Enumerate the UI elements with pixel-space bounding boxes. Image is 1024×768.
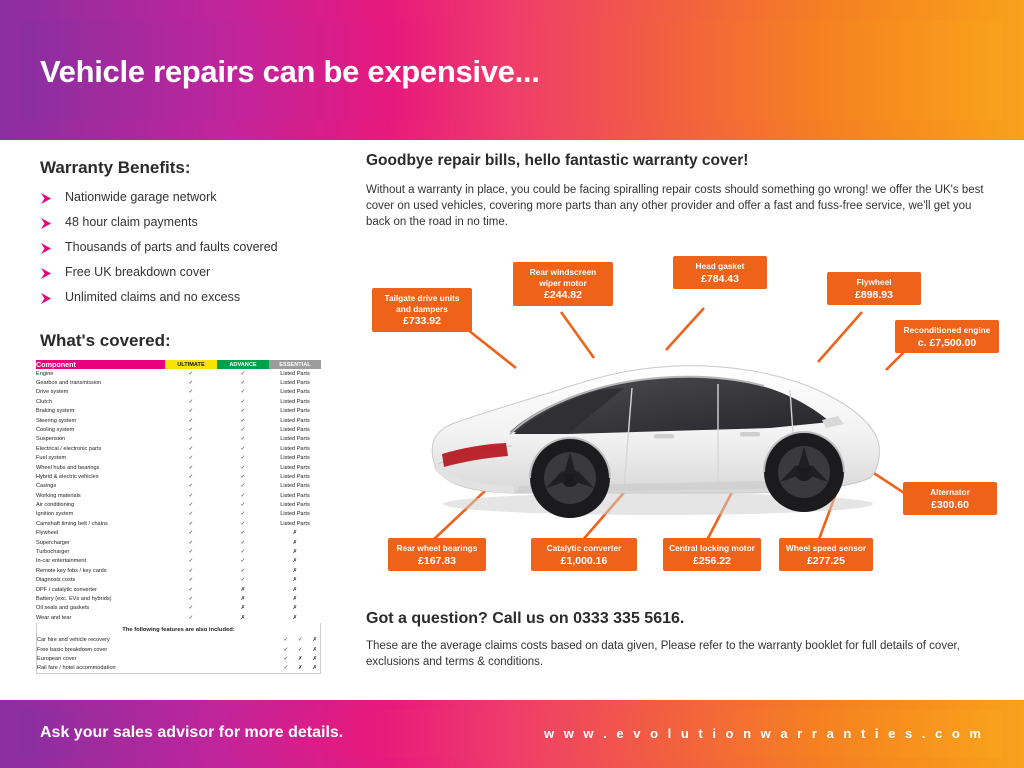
- table-row: [36, 397, 321, 406]
- cell-essential: ✗: [292, 558, 298, 565]
- benefit-item: [40, 215, 330, 230]
- cell-advance: ✗: [240, 605, 246, 612]
- cell-component: Suspension: [36, 436, 66, 443]
- cell-advance: ✓: [240, 370, 246, 377]
- callout-label: Catalytic converter: [546, 543, 622, 553]
- cell-ultimate: ✓: [188, 379, 194, 386]
- benefit-item: [40, 190, 330, 205]
- callout-price: c. £7,500.00: [917, 336, 977, 349]
- table-row: [36, 407, 321, 416]
- cell-ultimate: ✓: [188, 436, 194, 443]
- chevron-right-icon: [40, 267, 56, 280]
- cta-section: [366, 610, 986, 670]
- extras-box: [36, 623, 321, 675]
- cell-ultimate: ✓: [188, 614, 194, 621]
- chevron-right-icon: [40, 217, 56, 230]
- cell-advance: ✓: [240, 445, 246, 452]
- cell-advance: ✓: [298, 646, 303, 653]
- cell-essential: Listed Parts: [280, 417, 310, 424]
- cell-advance: ✓: [240, 577, 246, 584]
- callout-tailgate: [372, 288, 472, 332]
- cell-ultimate: ✓: [188, 595, 194, 602]
- cell-ultimate: ✓: [188, 426, 194, 433]
- cell-component: Braking system: [36, 408, 75, 415]
- cell-advance: ✓: [240, 502, 246, 509]
- cell-advance: ✗: [298, 655, 303, 662]
- footer-band: [0, 700, 1024, 768]
- table-row: [36, 454, 321, 463]
- cell-essential: Listed Parts: [280, 492, 310, 499]
- callout-label: Alternator: [930, 487, 970, 497]
- table-row: [36, 416, 321, 425]
- callout-label: Tailgate drive units and dampers: [384, 293, 460, 314]
- benefit-label: 48 hour claim payments: [65, 215, 198, 229]
- callout-rear-wheel-bearings: [388, 538, 486, 571]
- callout-price: £300.60: [931, 498, 969, 511]
- cell-essential: ✗: [312, 637, 318, 644]
- callout-label: Wheel speed sensor: [785, 543, 867, 553]
- cell-advance: ✓: [240, 389, 246, 396]
- cell-component: Turbocharger: [36, 549, 70, 556]
- table-row: [36, 491, 321, 500]
- cell-component: Air conditioning: [36, 502, 75, 509]
- cell-advance: ✓: [240, 539, 246, 546]
- cell-ultimate: ✓: [188, 577, 194, 584]
- callout-label: Head gasket: [695, 261, 745, 271]
- cell-component: Casings: [36, 483, 57, 490]
- cell-ultimate: ✓: [188, 370, 194, 377]
- cell-advance: ✗: [298, 665, 303, 672]
- cell-essential: Listed Parts: [280, 483, 310, 490]
- cell-ultimate: ✓: [188, 530, 194, 537]
- cell-ultimate: ✓: [188, 445, 194, 452]
- intro-paragraph: Without a warranty in place, you could be facing spiralling repair costs should something go wrong! we offer the UK's best cover on used vehicles, covering more parts than any other provider and offer a fast and fuss-free service, we'll get you back on the road in no time.: [366, 184, 984, 228]
- cell-ultimate: ✓: [188, 464, 194, 471]
- cell-component: Camshaft timing belt / chains: [36, 520, 108, 527]
- cell-essential: Listed Parts: [280, 408, 310, 415]
- callout-label: Rear wheel bearings: [396, 543, 478, 553]
- cell-ultimate: ✓: [283, 646, 289, 653]
- cell-ultimate: ✓: [188, 483, 194, 490]
- extras-heading: The following features are also included:: [122, 626, 235, 633]
- cell-ultimate: ✓: [188, 520, 194, 527]
- cell-ultimate: ✓: [188, 502, 194, 509]
- cell-component: European cover: [37, 655, 77, 662]
- callout-head-gasket: [673, 256, 767, 289]
- cell-ultimate: ✓: [188, 567, 194, 574]
- page-title: Vehicle repairs can be expensive...: [40, 54, 540, 89]
- cell-essential: Listed Parts: [280, 398, 310, 405]
- cell-advance: ✗: [240, 595, 246, 602]
- callout-label: Central locking motor: [669, 543, 755, 553]
- cell-component: In-car entertainment: [36, 558, 87, 565]
- callout-label: Flywheel: [856, 277, 892, 287]
- coverage-table: [36, 360, 321, 623]
- cell-component: Supercharger: [36, 539, 70, 546]
- cell-advance: ✓: [240, 530, 246, 537]
- coverage-table-wrap: [36, 360, 321, 674]
- cell-advance: ✓: [240, 567, 246, 574]
- cell-component: Engine: [36, 370, 54, 377]
- cell-advance: ✓: [240, 436, 246, 443]
- benefit-label: Nationwide garage network: [65, 190, 217, 204]
- callout-price: £244.82: [544, 289, 582, 301]
- table-row: [36, 594, 321, 603]
- cell-component: Fuel system: [36, 455, 67, 462]
- callout-wheel-speed-sensor: [779, 538, 873, 571]
- callout-flywheel: [827, 272, 921, 305]
- cell-essential: ✗: [292, 539, 298, 546]
- cell-ultimate: ✓: [188, 417, 194, 424]
- table-row: [36, 585, 321, 594]
- cell-component: DPF / catalytic converter: [36, 586, 97, 593]
- cell-advance: ✓: [240, 483, 246, 490]
- car-illustration: [418, 328, 888, 523]
- table-row: [36, 369, 321, 378]
- cell-ultimate: ✓: [283, 655, 289, 662]
- column-header-advance: ADVANCE: [217, 360, 269, 369]
- table-row: [36, 529, 321, 538]
- cell-essential: ✗: [312, 655, 318, 662]
- chevron-right-icon: [40, 192, 56, 205]
- cell-advance: ✓: [240, 455, 246, 462]
- cell-component: Drive system: [36, 389, 69, 396]
- table-row: [36, 435, 321, 444]
- cell-component: Oil seals and gaskets: [36, 605, 90, 612]
- cell-component: Gearbox and transmission: [36, 379, 102, 386]
- cell-essential: ✗: [292, 605, 298, 612]
- cell-essential: Listed Parts: [280, 464, 310, 471]
- cell-advance: ✓: [240, 408, 246, 415]
- extras-table: [37, 636, 322, 674]
- cell-essential: Listed Parts: [280, 511, 310, 518]
- cell-component: Flywheel: [36, 530, 59, 537]
- callout-price: £277.25: [807, 554, 845, 567]
- cell-essential: Listed Parts: [280, 436, 310, 443]
- table-row: [37, 664, 322, 673]
- table-row: [36, 538, 321, 547]
- table-row: [36, 557, 321, 566]
- cell-essential: Listed Parts: [280, 473, 310, 480]
- cell-advance: ✓: [240, 464, 246, 471]
- cell-component: Electrical / electronic parts: [36, 445, 102, 452]
- cell-essential: ✗: [292, 567, 298, 574]
- callout-price: £784.43: [701, 272, 739, 285]
- cell-component: Car hire and vehicle recovery: [37, 637, 110, 644]
- callout-price: £1,000.16: [560, 554, 608, 567]
- cell-component: Rail fare / hotel accommodation: [37, 665, 116, 672]
- cell-ultimate: ✓: [188, 492, 194, 499]
- cell-essential: ✗: [292, 595, 298, 602]
- table-row: [36, 510, 321, 519]
- cell-essential: ✗: [292, 614, 298, 621]
- table-row: [36, 519, 321, 528]
- callout-reconditioned-engine: [895, 320, 999, 353]
- column-header-component: Component: [36, 360, 165, 369]
- cell-advance: ✓: [240, 511, 246, 518]
- cell-ultimate: ✓: [188, 455, 194, 462]
- cell-component: Clutch: [36, 398, 52, 405]
- chevron-right-icon: [40, 242, 56, 255]
- table-header-row: [36, 360, 321, 369]
- cell-ultimate: ✓: [188, 389, 194, 396]
- cell-component: Working materials: [36, 492, 81, 499]
- cell-advance: ✓: [240, 549, 246, 556]
- column-header-essential: ESSENTIAL: [269, 360, 321, 369]
- callout-central-locking-motor: [663, 538, 761, 571]
- callout-price: £898.93: [855, 288, 893, 301]
- header-band: [0, 0, 1024, 140]
- cell-essential: Listed Parts: [280, 455, 310, 462]
- cell-component: Free basic breakdown cover: [37, 646, 108, 653]
- cell-advance: ✓: [298, 637, 303, 644]
- callout-alternator: [903, 482, 997, 515]
- benefit-label: Unlimited claims and no excess: [65, 290, 241, 304]
- cell-advance: ✓: [240, 473, 246, 480]
- table-row: [36, 444, 321, 453]
- table-row: [36, 604, 321, 613]
- benefit-label: Free UK breakdown cover: [65, 265, 211, 279]
- callout-label: Reconditioned engine: [903, 325, 991, 335]
- chevron-right-icon: [40, 292, 56, 305]
- table-row: [36, 425, 321, 434]
- table-row: [36, 463, 321, 472]
- cell-essential: Listed Parts: [280, 426, 310, 433]
- cell-essential: ✗: [312, 665, 318, 672]
- cell-ultimate: ✓: [188, 511, 194, 518]
- cell-advance: ✓: [240, 558, 246, 565]
- intro-heading: Goodbye repair bills, hello fantastic warranty cover!: [366, 152, 749, 169]
- cell-ultimate: ✓: [188, 549, 194, 556]
- cell-component: Steering system: [36, 417, 77, 424]
- cell-ultimate: ✓: [283, 637, 289, 644]
- cell-essential: ✗: [292, 530, 298, 537]
- cell-advance: ✓: [240, 417, 246, 424]
- cell-component: Cooling system: [36, 426, 75, 433]
- cell-ultimate: ✓: [188, 408, 194, 415]
- column-header-ultimate: ULTIMATE: [165, 360, 217, 369]
- benefit-label: Thousands of parts and faults covered: [65, 240, 278, 254]
- cell-essential: Listed Parts: [280, 389, 310, 396]
- callout-rear-wiper-motor: [513, 262, 613, 306]
- callout-catalytic-converter: [531, 538, 637, 571]
- table-row: [36, 576, 321, 585]
- table-row: [36, 566, 321, 575]
- cell-advance: ✗: [240, 614, 246, 621]
- footer-message: Ask your sales advisor for more details.: [40, 724, 344, 741]
- cell-advance: ✗: [240, 586, 246, 593]
- cell-advance: ✓: [240, 398, 246, 405]
- table-row: [37, 645, 322, 654]
- benefits-heading: Warranty Benefits:: [40, 158, 191, 177]
- car-diagram: [366, 250, 996, 600]
- cell-component: Hybrid & electric vehicles: [36, 473, 99, 480]
- table-row: [37, 654, 322, 663]
- cta-title: Got a question? Call us on 0333 335 5616.: [366, 610, 685, 627]
- table-row: [37, 636, 322, 645]
- cell-ultimate: ✓: [188, 586, 194, 593]
- cell-ultimate: ✓: [283, 665, 289, 672]
- callout-price: £733.92: [403, 315, 441, 327]
- benefit-item: [40, 240, 330, 255]
- table-row: [36, 500, 321, 509]
- callout-price: £256.22: [693, 554, 731, 567]
- cell-essential: ✗: [292, 549, 298, 556]
- cell-essential: ✗: [312, 646, 318, 653]
- cell-essential: ✗: [292, 586, 298, 593]
- coverage-heading: What's covered:: [40, 331, 171, 350]
- cell-component: Battery (exc. EVs and hybrids): [36, 595, 112, 602]
- cell-advance: ✓: [240, 426, 246, 433]
- cell-essential: Listed Parts: [280, 502, 310, 509]
- cell-essential: Listed Parts: [280, 379, 310, 386]
- cell-essential: Listed Parts: [280, 370, 310, 377]
- cell-ultimate: ✓: [188, 558, 194, 565]
- benefit-item: [40, 290, 330, 305]
- cell-ultimate: ✓: [188, 398, 194, 405]
- table-row: [36, 378, 321, 387]
- cell-component: Wear and tear: [36, 614, 72, 621]
- callout-price: £167.83: [418, 554, 456, 567]
- cell-advance: ✓: [240, 520, 246, 527]
- table-row: [36, 482, 321, 491]
- cell-advance: ✓: [240, 379, 246, 386]
- table-row: [36, 613, 321, 622]
- table-row: [36, 547, 321, 556]
- cell-essential: Listed Parts: [280, 445, 310, 452]
- cell-ultimate: ✓: [188, 539, 194, 546]
- intro-section: [366, 152, 991, 230]
- cell-essential: ✗: [292, 577, 298, 584]
- cell-advance: ✓: [240, 492, 246, 499]
- cell-ultimate: ✓: [188, 473, 194, 480]
- benefits-section: [40, 158, 330, 361]
- cell-component: Ignition system: [36, 511, 74, 518]
- callout-label: Rear windscreen wiper motor: [529, 267, 597, 288]
- footer-website: w w w . e v o l u t i o n w a r r a n t i e s . c o m: [543, 726, 984, 741]
- cell-component: Diagnosis costs: [36, 577, 76, 584]
- cell-component: Wheel hubs and bearings: [36, 464, 100, 471]
- cell-component: Remote key fobs / key cards: [36, 567, 107, 574]
- cell-ultimate: ✓: [188, 605, 194, 612]
- benefit-item: [40, 265, 330, 280]
- cell-essential: Listed Parts: [280, 520, 310, 527]
- table-row: [36, 388, 321, 397]
- cta-note: These are the average claims costs based on data given, Please refer to the warranty booklet for full details of cover, exclusions and terms & conditions.: [366, 640, 960, 668]
- table-row: [36, 472, 321, 481]
